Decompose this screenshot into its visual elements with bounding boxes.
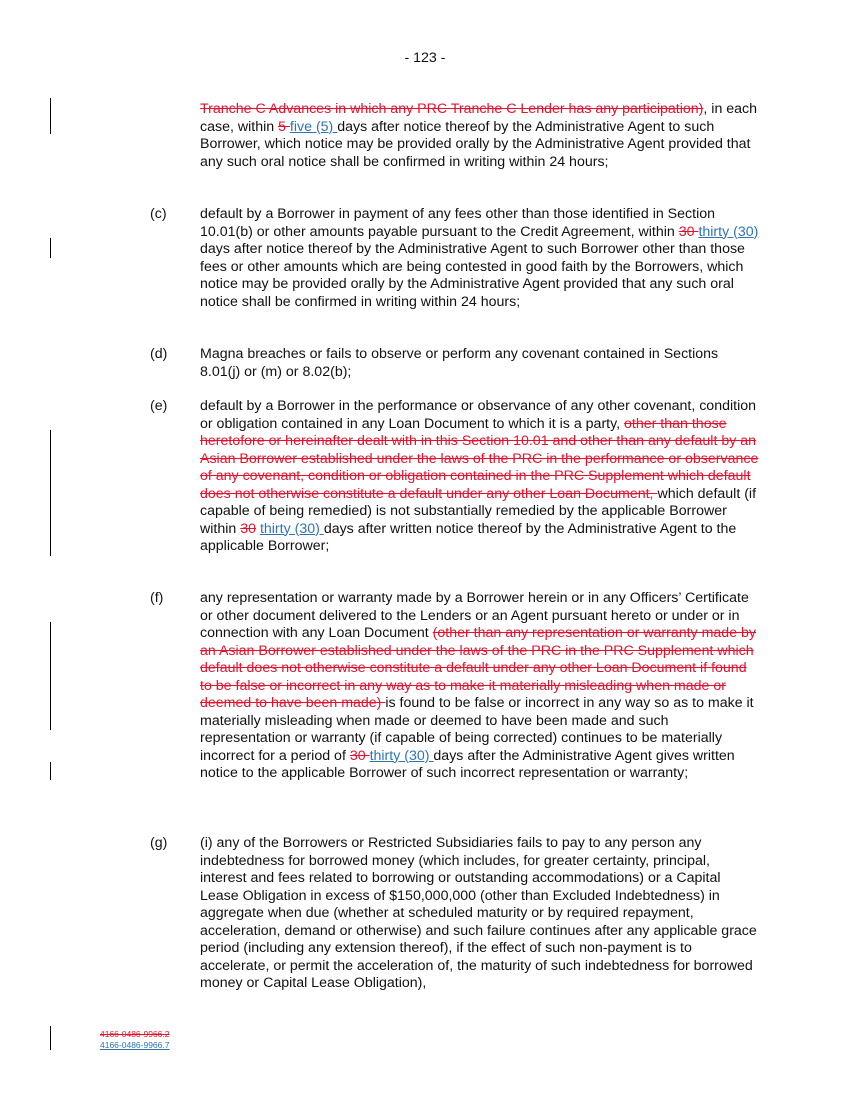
- body-text: , in each case, within: [200, 101, 758, 135]
- item-label-f: (f): [150, 590, 164, 606]
- deleted-text: 5: [278, 118, 290, 135]
- body-text: default by a Borrower in payment of any fees other than those identified in Section 10.01(b) or other amounts payable pursuant to the Credit Agreement, within: [200, 206, 716, 240]
- body-text: which default (if capable of being remedied) is not substantially remedied by the applicable Borrower within: [200, 485, 757, 537]
- item-g-paragraph: [200, 835, 760, 993]
- body-text: days after notice thereof by the Administrative Agent to such Borrower, which notice may be provided orally by the Administrative Agent provided that any such oral notice shall be confirmed in writing within 24 hours;: [200, 118, 751, 170]
- body-text: days after notice thereof by the Administrative Agent to such Borrower other than those fees or other amounts which are being contested in good faith by the Borrowers, which notice may be provided orally by the Administrative Agent provided that any such oral notice shall be confirmed in writing within 24 hours;: [200, 241, 745, 310]
- item-label-g: (g): [150, 835, 168, 851]
- body-text: is found to be false or incorrect in any way so as to make it materially misleading when made or deemed to have been made and such representation or warranty (if capable of being corrected) continues to be materially incorrect for a period of: [200, 695, 754, 764]
- deleted-text: (other than any representation or warranty made by an Asian Borrower established under the laws of the PRC in the PRC Supplement which default does not otherwise constitute a default under any other Loan Document if found to be false or incorrect in any way as to make it materially misleading when made or deemed to have been made): [200, 625, 757, 711]
- change-bar: [50, 762, 51, 780]
- item-label-c: (c): [150, 206, 167, 222]
- change-bar: [50, 622, 51, 730]
- deleted-text: 30: [349, 747, 370, 764]
- inserted-text: five (5): [289, 118, 338, 135]
- doc-id-old: 4166-0486-9966.2: [100, 1029, 170, 1039]
- change-bar: [50, 98, 51, 134]
- body-text: (i) any of the Borrowers or Restricted Subsidiaries fails to pay to any person any indebtedness for borrowed money (which includes, for greater certainty, principal, interest and fees related to borrowing or outstanding accommodations) or a Capital Lease Obligation in excess of $150,000,000 (other than Excluded Indebtedness) in aggregate when due (whether at scheduled maturity or by required repayment, acceleration, demand or otherwise) and such failure continues after any applicable grace period (including any extension thereof), if the effect of such non-payment is to accelerate, or permit the acceleration of, the maturity of such indebtedness for borrowed money or Capital Lease Obligation),: [200, 835, 757, 991]
- item-d-paragraph: [200, 346, 760, 381]
- deleted-text: 30: [240, 520, 256, 537]
- item-label-d: (d): [150, 346, 168, 362]
- body-text: Magna breaches or fails to observe or perform any covenant contained in Sections 8.01(j) or (m) or 8.02(b);: [200, 346, 719, 380]
- item-e-paragraph: [200, 398, 760, 556]
- change-bar: [50, 430, 51, 556]
- deleted-text: Tranche C Advances in which any PRC Tranche C Lender has any participation): [200, 101, 704, 117]
- inserted-text: thirty (30): [369, 747, 434, 764]
- item-label-e: (e): [150, 398, 168, 414]
- page-number: - 123 -: [404, 50, 446, 66]
- inserted-text: thirty (30): [698, 223, 759, 240]
- doc-id-new: 4166-0486-9966.7: [100, 1040, 170, 1050]
- deleted-text: other than those heretofore or hereinafter dealt with in this Section 10.01 and other than any default by an Asian Borrower established under the laws of the PRC in the performance or observance of any covenant, condition or obligation contained in the PRC Supplement which default does not otherwise constitute a default under any other Loan Document,: [200, 415, 759, 502]
- body-text: default by a Borrower in the performance or observance of any other covenant, condition or obligation contained in any Loan Document to which it is a party,: [200, 398, 757, 432]
- body-text: days after the Administrative Agent gives written notice to the applicable Borrower of such incorrect representation or warranty;: [200, 747, 735, 781]
- deleted-text: 30: [678, 223, 699, 240]
- intro-paragraph: [200, 101, 760, 171]
- inserted-text: thirty (30): [259, 520, 324, 537]
- change-bar: [50, 238, 51, 258]
- body-text: days after written notice thereof by the Administrative Agent to the applicable Borrower;: [200, 520, 737, 554]
- body-text: any representation or warranty made by a Borrower herein or in any Officers’ Certificate or other document delivered to the Lenders or an Agent pursuant hereto or under or in connection with any Loan Document: [200, 590, 749, 641]
- item-c-paragraph: [200, 206, 760, 311]
- item-f-paragraph: [200, 590, 760, 783]
- change-bar: [50, 1026, 51, 1050]
